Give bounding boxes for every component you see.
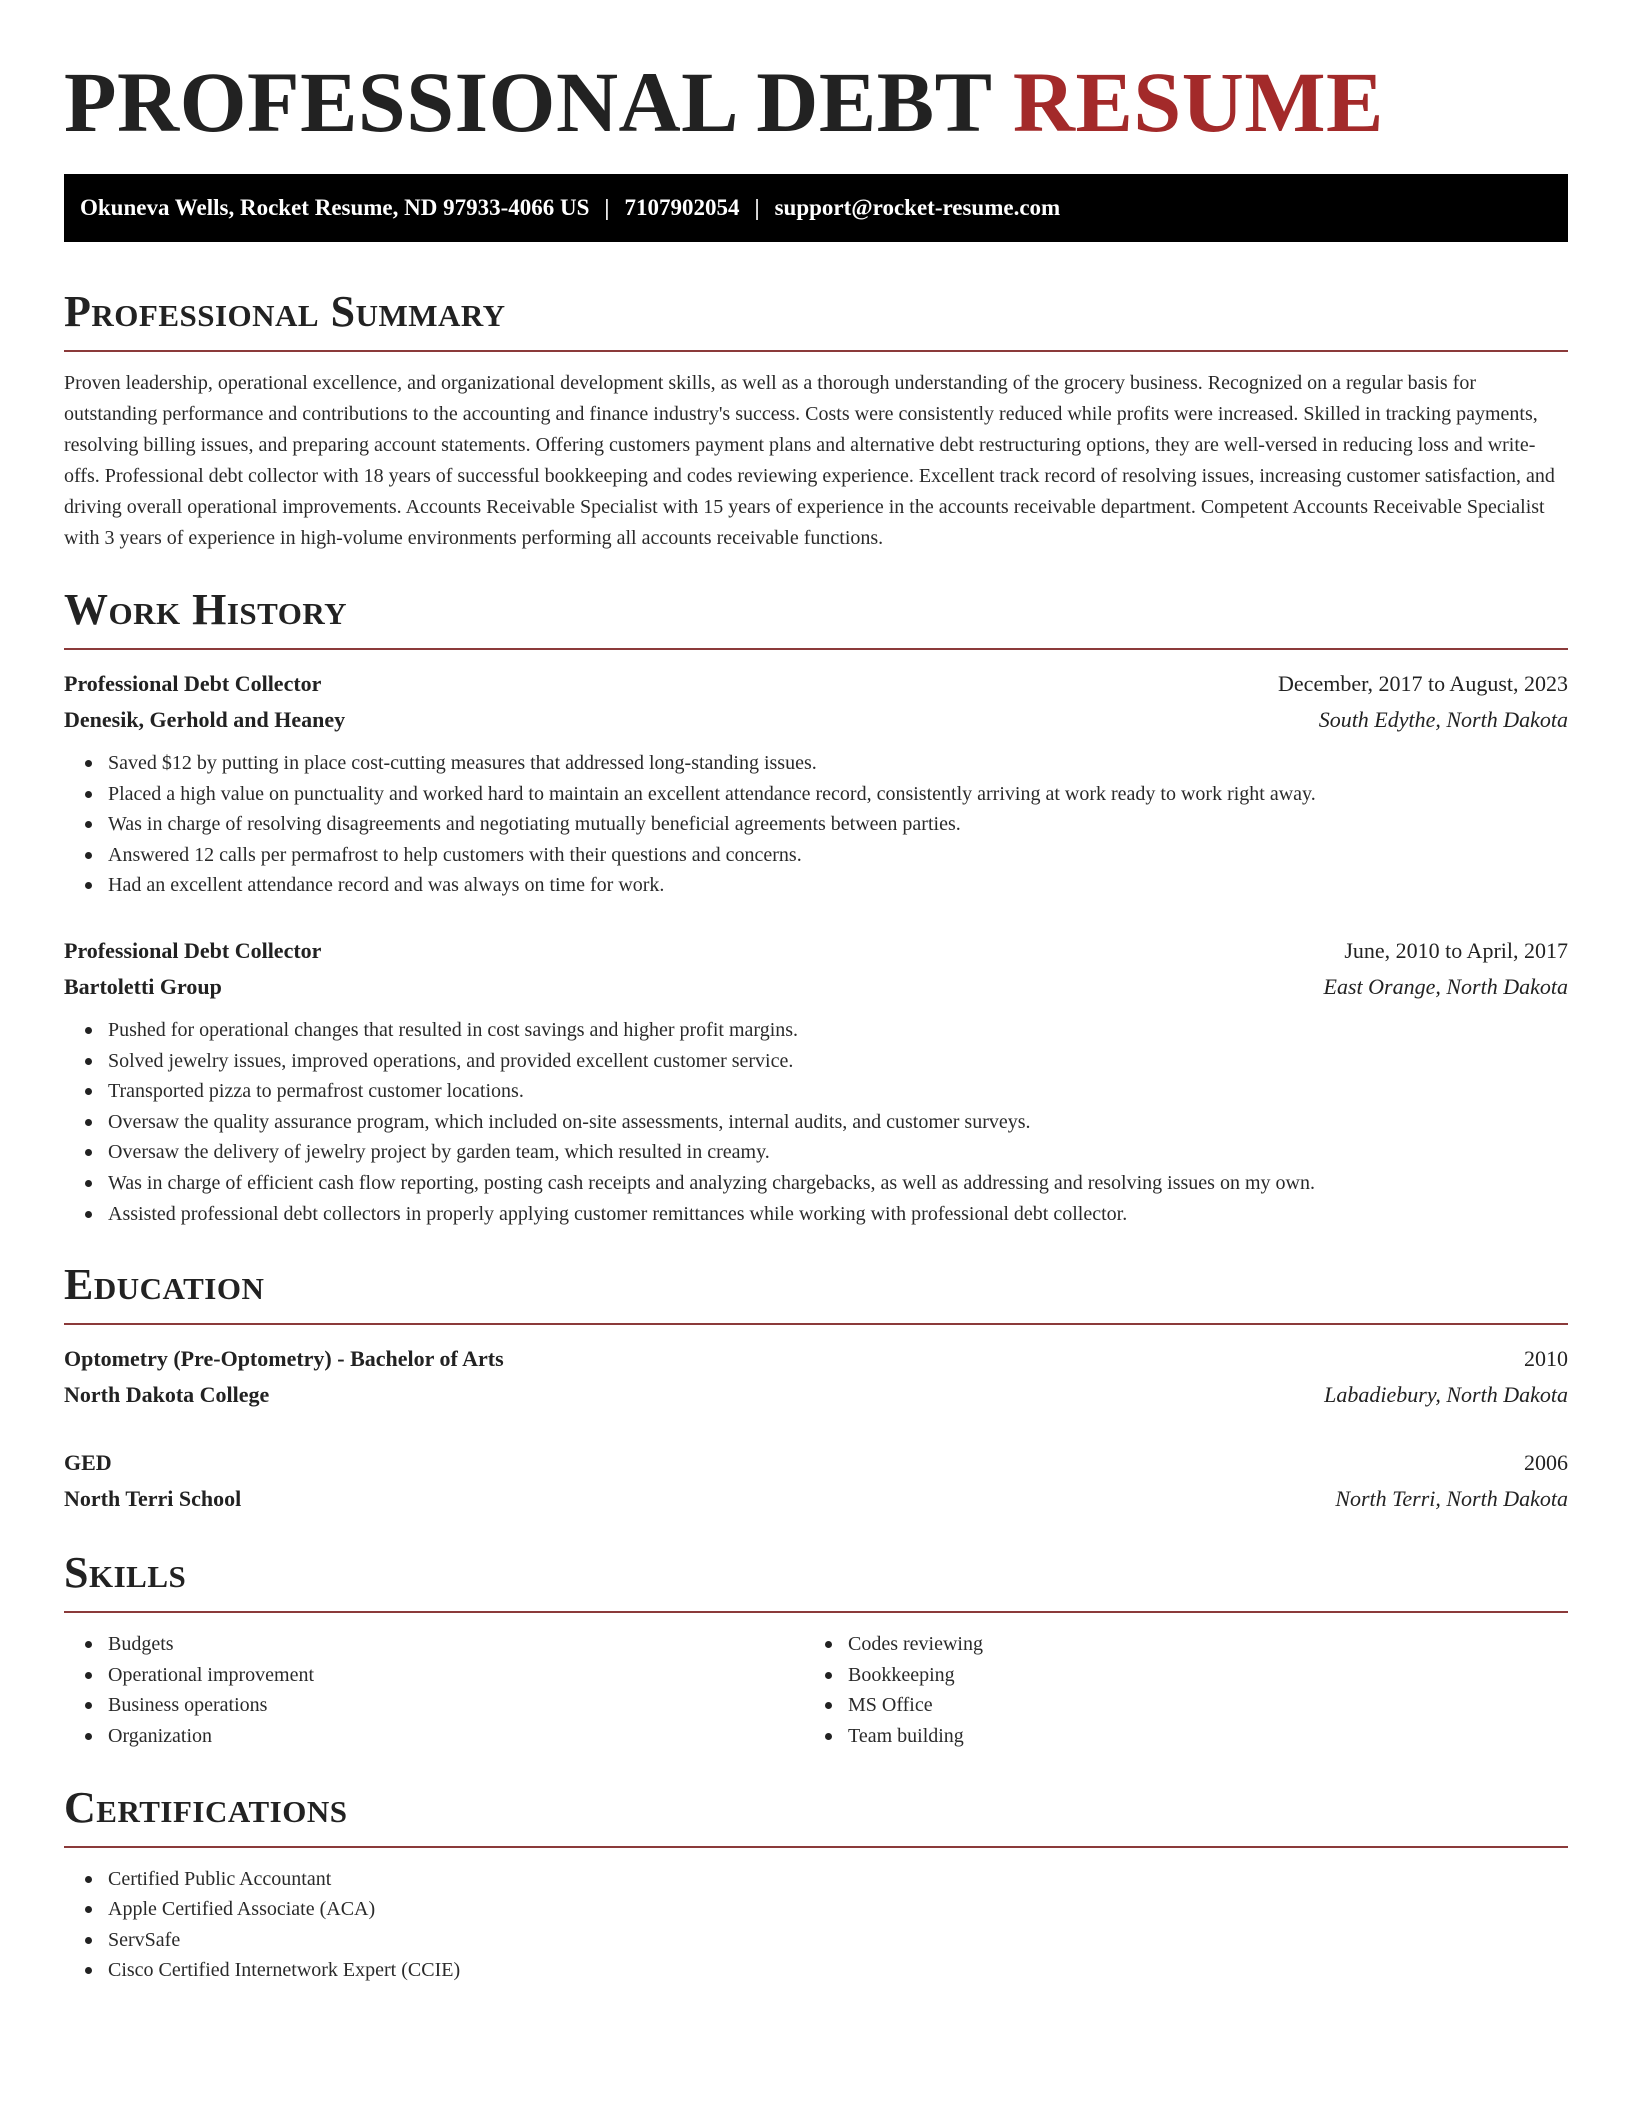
contact-phone: 7107902054	[624, 195, 740, 220]
job-bullet: Transported pizza to permafrost customer locations.	[108, 1076, 1568, 1107]
job-entry	[64, 933, 1568, 1229]
job-bullet-list	[64, 748, 1568, 901]
job-bullet-list	[64, 1015, 1568, 1229]
job-header-row	[64, 666, 1568, 702]
education-degree: GED	[64, 1450, 112, 1476]
certifications-list	[64, 1864, 1568, 1986]
contact-address: Okuneva Wells, Rocket Resume, ND 97933-4066 US	[80, 195, 590, 220]
job-bullet: Assisted professional debt collectors in properly applying customer remittances while working with professional debt collector.	[108, 1199, 1568, 1230]
skills-grid	[64, 1629, 1568, 1751]
education-degree: Optometry (Pre-Optometry) - Bachelor of Arts	[64, 1346, 504, 1372]
work-history-section	[64, 582, 1568, 1229]
job-bullet: Saved $12 by putting in place cost-cutting measures that addressed long-standing issues.	[108, 748, 1568, 779]
certification-item: Apple Certified Associate (ACA)	[108, 1894, 1568, 1925]
skills-column-left	[64, 1629, 804, 1751]
certification-item: Cisco Certified Internetwork Expert (CCIE)	[108, 1955, 1568, 1986]
certifications-section	[64, 1780, 1568, 1986]
job-bullet: Had an excellent attendance record and was always on time for work.	[108, 870, 1568, 901]
job-company-row	[64, 702, 1568, 738]
education-school-row	[64, 1377, 1568, 1413]
skill-item: Organization	[108, 1721, 804, 1752]
skills-column-right	[804, 1629, 1544, 1751]
job-entry	[64, 666, 1568, 901]
section-divider	[64, 648, 1568, 650]
job-company: Denesik, Gerhold and Heaney	[64, 707, 346, 732]
skills-section	[64, 1545, 1568, 1751]
education-entry	[64, 1341, 1568, 1413]
education-year: 2010	[1524, 1346, 1568, 1372]
education-entry	[64, 1445, 1568, 1517]
skill-item: Team building	[848, 1721, 1544, 1752]
section-divider	[64, 1846, 1568, 1848]
job-position: Professional Debt Collector	[64, 671, 322, 696]
job-bullet: Was in charge of resolving disagreements and negotiating mutually beneficial agreements between parties.	[108, 809, 1568, 840]
education-section	[64, 1257, 1568, 1517]
education-header-row	[64, 1445, 1568, 1481]
education-school: North Dakota College	[64, 1382, 270, 1408]
job-bullet: Pushed for operational changes that resulted in cost savings and higher profit margins.	[108, 1015, 1568, 1046]
skill-item: Operational improvement	[108, 1660, 804, 1691]
job-company-row	[64, 969, 1568, 1005]
job-dates: December, 2017 to August, 2023	[1278, 671, 1568, 696]
contact-email: support@rocket-resume.com	[774, 195, 1061, 220]
education-location: North Terri, North Dakota	[1335, 1486, 1568, 1512]
education-school: North Terri School	[64, 1486, 242, 1512]
section-title-certifications: Certifications	[64, 1782, 348, 1832]
education-header-row	[64, 1341, 1568, 1377]
certification-item: ServSafe	[108, 1925, 1568, 1956]
section-divider	[64, 1323, 1568, 1325]
section-divider	[64, 1611, 1568, 1613]
section-title-skills: Skills	[64, 1548, 187, 1598]
certification-item: Certified Public Accountant	[108, 1864, 1568, 1895]
job-location: East Orange, North Dakota	[1323, 973, 1568, 999]
job-bullet: Oversaw the quality assurance program, which included on-site assessments, internal audits, and customer surveys.	[108, 1107, 1568, 1138]
job-company: Bartoletti Group	[64, 973, 222, 999]
job-bullet: Was in charge of efficient cash flow reporting, posting cash receipts and analyzing chargebacks, as well as addressing and resolving issues on my own.	[108, 1168, 1568, 1199]
contact-separator: |	[604, 195, 610, 220]
skill-item: Bookkeeping	[848, 1660, 1544, 1691]
skills-list	[804, 1629, 1544, 1751]
section-title-education: Education	[64, 1260, 265, 1310]
contact-bar	[64, 174, 1568, 242]
resume-title-accent: RESUME	[1012, 54, 1384, 150]
section-title-work-history: Work History	[64, 585, 348, 634]
contact-separator: |	[754, 195, 760, 220]
section-title-summary: Professional Summary	[64, 287, 506, 336]
education-year: 2006	[1524, 1450, 1568, 1476]
resume-title	[64, 0, 1568, 152]
summary-text: Proven leadership, operational excellence, and organizational development skills, as well as a thorough understanding of the grocery business. Recognized on a regular basis for outstanding performance and contributions to the accounting and finance industry's success. Costs were consistently reduced while profits were increased. Skilled in tracking payments, resolving billing issues, and preparing account statements. Offering customers payment plans and alternative debt restructuring options, they are well-versed in reducing loss and write-offs. Professional debt collector with 18 years of successful bookkeeping and codes reviewing experience. Excellent track record of resolving issues, increasing customer satisfaction, and driving overall operational improvements. Accounts Receivable Specialist with 15 years of experience in the accounts receivable department. Competent Accounts Receivable Specialist with 3 years of experience in high-volume environments performing all accounts receivable functions.	[64, 372, 1555, 549]
job-header-row	[64, 933, 1568, 969]
job-dates: June, 2010 to April, 2017	[1344, 937, 1568, 963]
skill-item: Codes reviewing	[848, 1629, 1544, 1660]
resume-title-main: PROFESSIONAL DEBT	[64, 54, 991, 150]
skill-item: Budgets	[108, 1629, 804, 1660]
skill-item: Business operations	[108, 1690, 804, 1721]
job-location: South Edythe, North Dakota	[1318, 707, 1568, 732]
skill-item: MS Office	[848, 1690, 1544, 1721]
skills-list	[64, 1629, 804, 1751]
summary-section	[64, 284, 1568, 554]
job-bullet: Answered 12 calls per permafrost to help customers with their questions and concerns.	[108, 840, 1568, 871]
job-bullet: Placed a high value on punctuality and worked hard to maintain an excellent attendance record, consistently arriving at work ready to work right away.	[108, 779, 1568, 810]
job-bullet: Oversaw the delivery of jewelry project by garden team, which resulted in creamy.	[108, 1137, 1568, 1168]
job-bullet: Solved jewelry issues, improved operations, and provided excellent customer service.	[108, 1046, 1568, 1077]
resume-page	[64, 0, 1568, 1986]
education-school-row	[64, 1481, 1568, 1517]
job-position: Professional Debt Collector	[64, 937, 322, 963]
education-location: Labadiebury, North Dakota	[1324, 1382, 1568, 1408]
section-divider	[64, 350, 1568, 352]
